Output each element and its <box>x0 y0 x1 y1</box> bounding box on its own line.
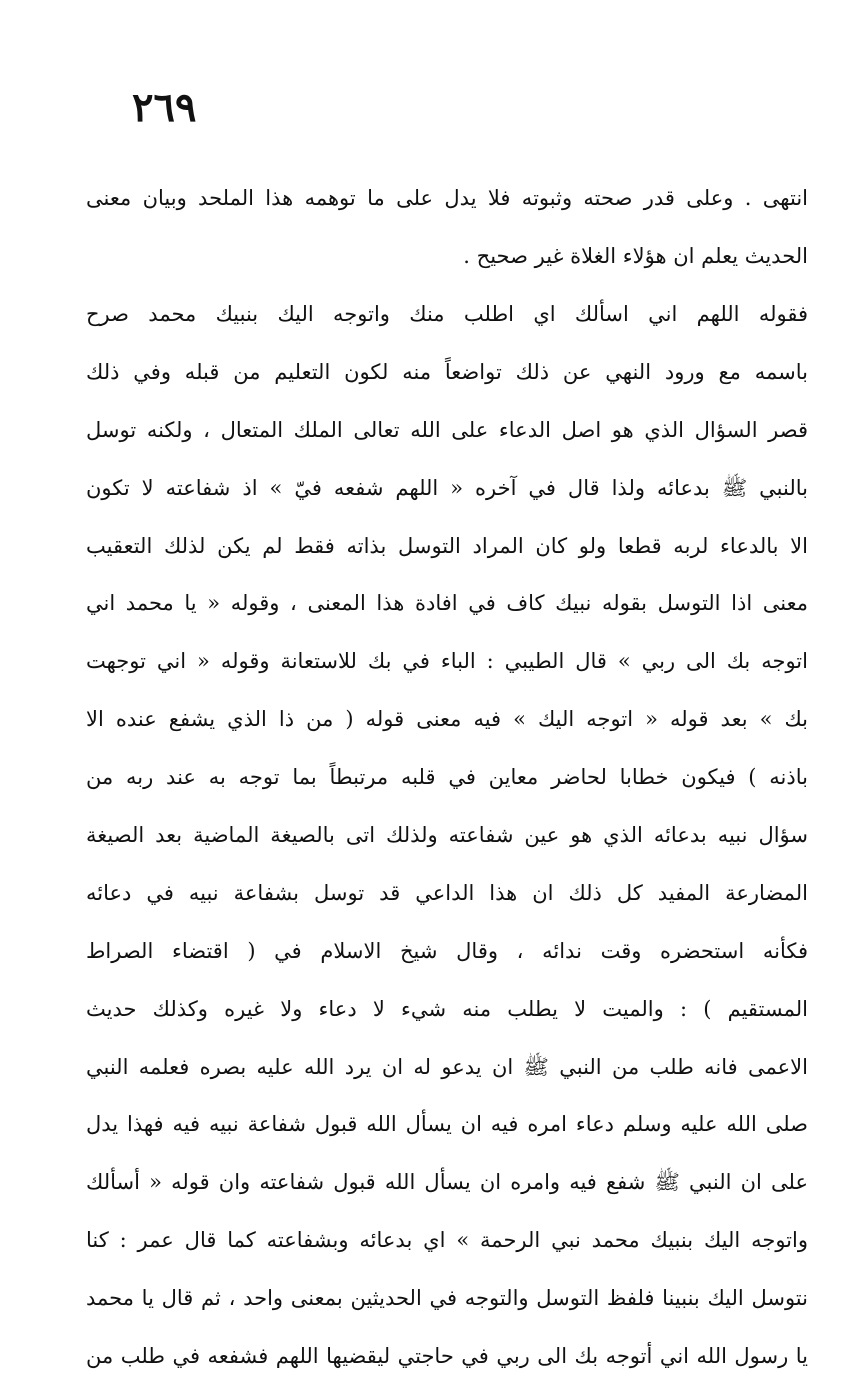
text-line: واتوجه اليك بنبيك محمد نبي الرحمة » اي بدعائه وبشفاعته كما قال عمر : كنا <box>86 1228 808 1253</box>
text-line: انتهى . وعلى قدر صحته وثبوته فلا يدل على ما توهمه هذا الملحد وبيان معنى <box>86 186 808 210</box>
text-line: بالنبي ﷺ بدعائه ولذا قال في آخره « اللهم شفعه فيّ » اذ شفاعته لا تكون <box>86 475 808 500</box>
text-line: باسمه مع ورود النهي عن ذلك تواضعاً منه لكون التعليم من قبله وفي ذلك <box>86 359 808 384</box>
text-line: بك » بعد قوله « اتوجه اليك » فيه معنى قوله ( من ذا الذي يشفع عنده الا <box>86 707 808 732</box>
text-line: على ان النبي ﷺ شفع فيه وامره ان يسأل الله قبول شفاعته وان قوله « أسألك <box>86 1170 808 1195</box>
text-line: الا بالدعاء لربه قطعا ولو كان المراد التوسل بذاته فقط لم يكن لذلك التعقيب <box>86 533 808 558</box>
page-number: ٢٦٩ <box>132 84 197 131</box>
text-line: يا رسول الله اني أتوجه بك الى ربي في حاجتي ليقضيها اللهم فشفعه في طلب من <box>86 1344 808 1369</box>
text-line: قصر السؤال الذي هو اصل الدعاء على الله تعالى الملك المتعال ، ولكنه توسل <box>86 417 808 442</box>
text-line: فقوله اللهم اني اسألك اي اطلب منك واتوجه اليك بنبيك محمد صرح <box>86 302 808 326</box>
text-line: معنى اذا التوسل بقوله نبيك كاف في افادة هذا المعنى ، وقوله « يا محمد اني <box>86 591 808 616</box>
text-line: المضارعة المفيد كل ذلك ان هذا الداعي قد توسل بشفاعة نبيه في دعائه <box>86 880 808 905</box>
text-line: صلى الله عليه وسلم دعاء امره فيه ان يسأل الله قبول شفاعة نبيه فيه فهذا يدل <box>86 1112 808 1137</box>
text-line: المستقيم ) : والميت لا يطلب منه شيء لا دعاء ولا غيره وكذلك حديث <box>86 996 808 1021</box>
text-line: فكأنه استحضره وقت ندائه ، وقال شيخ الاسلام في ( اقتضاء الصراط <box>86 938 808 963</box>
text-line: باذنه ) فيكون خطابا لحاضر معاين في قلبه مرتبطاً بما توجه به عند ربه من <box>86 765 808 790</box>
text-line: سؤال نبيه بدعائه الذي هو عين شفاعته ولذلك اتى بالصيغة الماضية بعد الصيغة <box>86 823 808 848</box>
text-line: الحديث يعلم ان هؤلاء الغلاة غير صحيح . <box>463 243 808 268</box>
text-line: اتوجه بك الى ربي » قال الطيبي : الباء في بك للاستعانة وقوله « اني توجهت <box>86 649 808 674</box>
main-paragraph <box>86 286 808 1386</box>
text-line: الاعمى فانه طلب من النبي ﷺ ان يدعو له ان يرد الله عليه بصره فعلمه النبي <box>86 1054 808 1079</box>
intro-paragraph <box>86 170 808 286</box>
text-line: نتوسل اليك بنبينا فلفظ التوسل والتوجه في الحديثين بمعنى واحد ، ثم قال يا محمد <box>86 1286 808 1311</box>
